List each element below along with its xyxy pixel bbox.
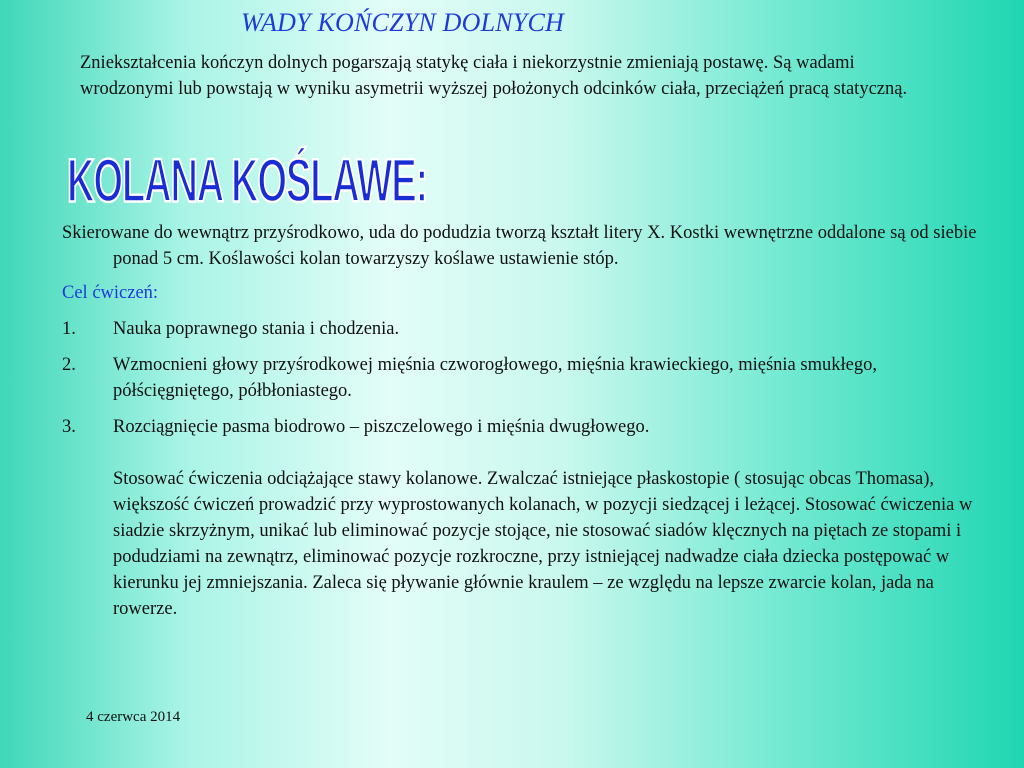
description-paragraph: Skierowane do wewnątrz przyśrodkowo, uda do podudzia tworzą kształt litery X. Kostki wewnętrzne oddalone są od siebie ponad 5 cm. Koślawości kolan towarzyszy koślawe ustawienie stóp. (62, 223, 977, 269)
list-item-text: Wzmocnieni głowy przyśrodkowej mięśnia czworogłowego, mięśnia krawieckiego, mięśnia smukłego, półścięgniętego, półbłoniastego. (113, 355, 877, 401)
slide-date: 4 czerwca 2014 (86, 709, 181, 725)
list-item-number: 1. (62, 319, 76, 339)
wordart-heading (62, 140, 432, 212)
list-item (62, 414, 1002, 440)
goal-heading: Cel ćwiczeń: (62, 283, 159, 303)
list-item (62, 352, 1002, 404)
main-content (62, 220, 1002, 622)
list-item-number: 2. (62, 355, 76, 375)
list-item (62, 316, 1002, 342)
intro-paragraph: Zniekształcenia kończyn dolnych pogarszają statykę ciała i niekorzystnie zmieniają postawę. Są wadami wrodzonymi lub powstają w wyniku asymetrii wyższej położonych odcinków ciała, przeciążeń pracą statyczną. (80, 53, 908, 99)
recommendations-paragraph: Stosować ćwiczenia odciążające stawy kolanowe. Zwalczać istniejące płaskostopie ( stosując obcas Thomasa), większość ćwiczeń prowadzić przy wyprostowanych kolanach, w pozycji siedzącej i leżącej. Stosować ćwiczenia w siadzie skrzyżnym, unikać lub eliminować pozycje stojące, nie stosować siadów klęcznych na piętach ze stopami i podudziami na zewnątrz, eliminować pozycje rozkroczne, przy istniejącej nadwadze ciała dziecka postępować w kierunku jej zmniejszania. Zaleca się pływanie głównie kraulem – ze względu na lepsze zwarcie kolan, jada na rowerze. (113, 469, 973, 619)
list-item-text: Nauka poprawnego stania i chodzenia. (113, 319, 400, 339)
list-item-text: Rozciągnięcie pasma biodrowo – piszczelowego i mięśnia dwugłowego. (113, 417, 650, 437)
wordart-text: KOLANA KOŚLAWE: (67, 146, 350, 212)
list-item-number: 3. (62, 417, 76, 437)
slide-title: WADY KOŃCZYN DOLNYCH (241, 8, 564, 37)
wordart-graphic (62, 140, 432, 212)
